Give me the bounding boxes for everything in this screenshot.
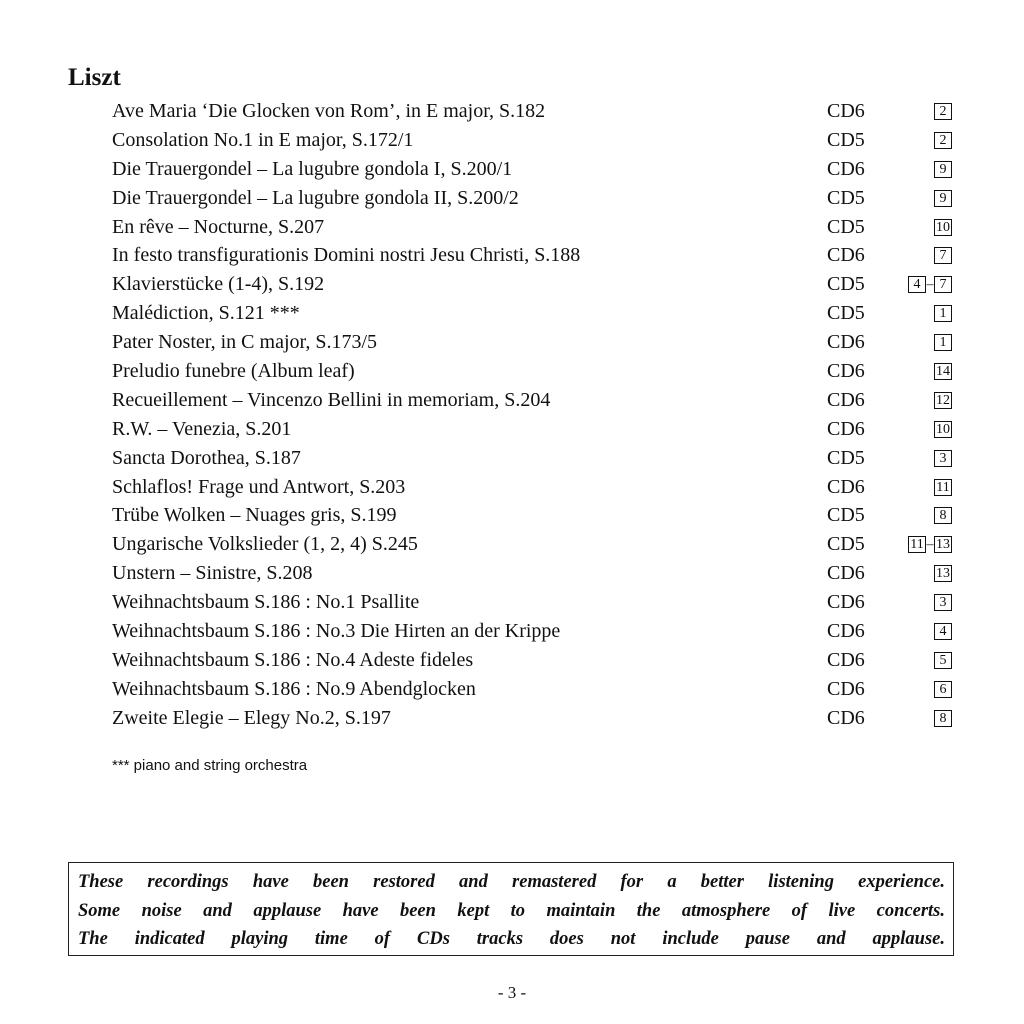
track-numbers (934, 593, 952, 612)
track-numbers (934, 246, 952, 265)
track-title: In festo transfigurationis Domini nostri Jesu Christi, S.188 (112, 244, 581, 267)
track-title: Klavierstücke (1-4), S.192 (112, 273, 325, 296)
track-number-box: 4 (934, 623, 952, 640)
track-title: Unstern – Sinistre, S.208 (112, 562, 313, 585)
track-row (112, 501, 962, 530)
notice-line: The indicated playing time of CDs tracks does not include pause and applause. (78, 929, 945, 949)
track-cd: CD5 (827, 504, 865, 527)
track-row (112, 357, 962, 386)
track-title: Schlaflos! Frage und Antwort, S.203 (112, 475, 406, 498)
track-numbers (934, 160, 952, 179)
track-cd: CD5 (827, 446, 865, 469)
track-title: Sancta Dorothea, S.187 (112, 446, 301, 469)
track-numbers (934, 564, 952, 583)
track-title: Die Trauergondel – La lugubre gondola II, S.200/2 (112, 186, 519, 209)
track-number-box: 12 (936, 392, 950, 408)
track-number-box: 13 (936, 566, 950, 582)
track-row (112, 184, 962, 213)
track-title: Malédiction, S.121 *** (112, 302, 300, 325)
track-number-box: 2 (934, 132, 952, 149)
track-row (112, 646, 962, 675)
track-number-box: 6 (934, 681, 952, 698)
track-title: Die Trauergondel – La lugubre gondola I, S.200/1 (112, 157, 513, 180)
track-numbers (908, 535, 952, 554)
track-cd: CD6 (827, 648, 865, 671)
range-dash: – (926, 537, 934, 553)
track-number-box: 7 (934, 247, 952, 264)
track-title: Weihnachtsbaum S.186 : No.9 Abendglocken (112, 677, 476, 700)
track-numbers (934, 622, 952, 641)
track-row (112, 270, 962, 299)
notice-line: These recordings have been restored and remastered for a better listening experience. (78, 872, 945, 892)
track-numbers (934, 304, 952, 323)
track-numbers (934, 102, 952, 121)
track-cd: CD6 (827, 417, 865, 440)
track-row (112, 704, 962, 733)
track-numbers (934, 218, 952, 237)
track-numbers (934, 651, 952, 670)
track-cd: CD6 (827, 706, 865, 729)
track-numbers (934, 478, 952, 497)
track-list (112, 97, 962, 733)
track-number-box: 14 (936, 364, 950, 380)
track-numbers (934, 391, 952, 410)
track-number-box: 11 (934, 479, 952, 496)
track-row (112, 675, 962, 704)
track-row (112, 213, 962, 242)
track-row (112, 559, 962, 588)
track-row (112, 126, 962, 155)
track-cd: CD6 (827, 620, 865, 643)
track-number-box: 9 (934, 190, 952, 207)
page-number: - 3 - (497, 983, 527, 1002)
track-cd: CD6 (827, 244, 865, 267)
track-numbers (934, 680, 952, 699)
track-title: Recueillement – Vincenzo Bellini in memoriam, S.204 (112, 388, 551, 411)
track-numbers (934, 189, 952, 208)
track-title: Consolation No.1 in E major, S.172/1 (112, 128, 414, 151)
track-number-box: 8 (934, 507, 952, 524)
track-number-box: 8 (934, 710, 952, 727)
track-number-box: 10 (936, 219, 950, 235)
notice-line: Some noise and applause have been kept to maintain the atmosphere of live concerts. (78, 900, 945, 921)
track-row (112, 617, 962, 646)
track-numbers (934, 131, 952, 150)
track-cd: CD6 (827, 157, 865, 180)
track-row (112, 530, 962, 559)
track-numbers (934, 333, 952, 352)
track-row (112, 415, 962, 444)
track-number-box: 3 (934, 450, 952, 467)
track-cd: CD6 (827, 562, 865, 585)
track-cd: CD5 (827, 533, 865, 556)
restoration-notice-box (68, 862, 954, 956)
track-numbers (934, 506, 952, 525)
track-row (112, 299, 962, 328)
track-row (112, 241, 962, 270)
track-title: En rêve – Nocturne, S.207 (112, 215, 325, 238)
range-dash: – (926, 277, 934, 293)
track-number-box: 3 (934, 594, 952, 611)
track-cd: CD5 (827, 215, 865, 238)
track-number-box: 2 (934, 103, 952, 120)
track-title: Preludio funebre (Album leaf) (112, 360, 355, 383)
track-row (112, 155, 962, 184)
track-cd: CD6 (827, 591, 865, 614)
track-title: Pater Noster, in C major, S.173/5 (112, 331, 378, 354)
track-number-box: 1 (934, 334, 952, 351)
track-title: Ungarische Volkslieder (1, 2, 4) S.245 (112, 533, 418, 556)
track-row (112, 386, 962, 415)
composer-heading: Liszt (68, 64, 121, 91)
track-number-box: 5 (934, 652, 952, 669)
track-numbers (908, 275, 952, 294)
track-cd: CD6 (827, 677, 865, 700)
track-title: R.W. – Venezia, S.201 (112, 417, 292, 440)
track-title: Ave Maria ‘Die Glocken von Rom’, in E major, S.182 (112, 100, 546, 122)
track-title: Zweite Elegie – Elegy No.2, S.197 (112, 706, 391, 729)
track-cd: CD5 (827, 302, 865, 325)
track-row (112, 588, 962, 617)
track-number-box: 7 (934, 276, 952, 293)
track-cd: CD5 (827, 186, 865, 209)
track-cd: CD6 (827, 100, 865, 122)
track-row (112, 473, 962, 502)
track-row (112, 444, 962, 473)
track-row (112, 97, 962, 126)
track-cd: CD6 (827, 388, 865, 411)
track-cd: CD6 (827, 360, 865, 383)
track-numbers (934, 449, 952, 468)
track-numbers (934, 362, 952, 381)
track-title: Weihnachtsbaum S.186 : No.1 Psallite (112, 591, 420, 614)
track-number-box: 1 (934, 305, 952, 322)
track-numbers (934, 709, 952, 728)
track-number-box: 13 (936, 537, 950, 553)
track-numbers (934, 420, 952, 439)
track-cd: CD5 (827, 273, 865, 296)
track-title: Trübe Wolken – Nuages gris, S.199 (112, 504, 397, 527)
track-title: Weihnachtsbaum S.186 : No.3 Die Hirten an der Krippe (112, 620, 561, 643)
track-number-box: 4 (908, 276, 926, 293)
track-cd: CD6 (827, 475, 865, 498)
track-number-box: 11 (908, 536, 926, 553)
track-number-box: 10 (936, 421, 950, 437)
track-cd: CD5 (827, 128, 865, 151)
track-number-box: 9 (934, 161, 952, 178)
track-row (112, 328, 962, 357)
track-cd: CD6 (827, 331, 865, 354)
footnote: *** piano and string orchestra (112, 757, 308, 774)
track-title: Weihnachtsbaum S.186 : No.4 Adeste fideles (112, 648, 474, 671)
